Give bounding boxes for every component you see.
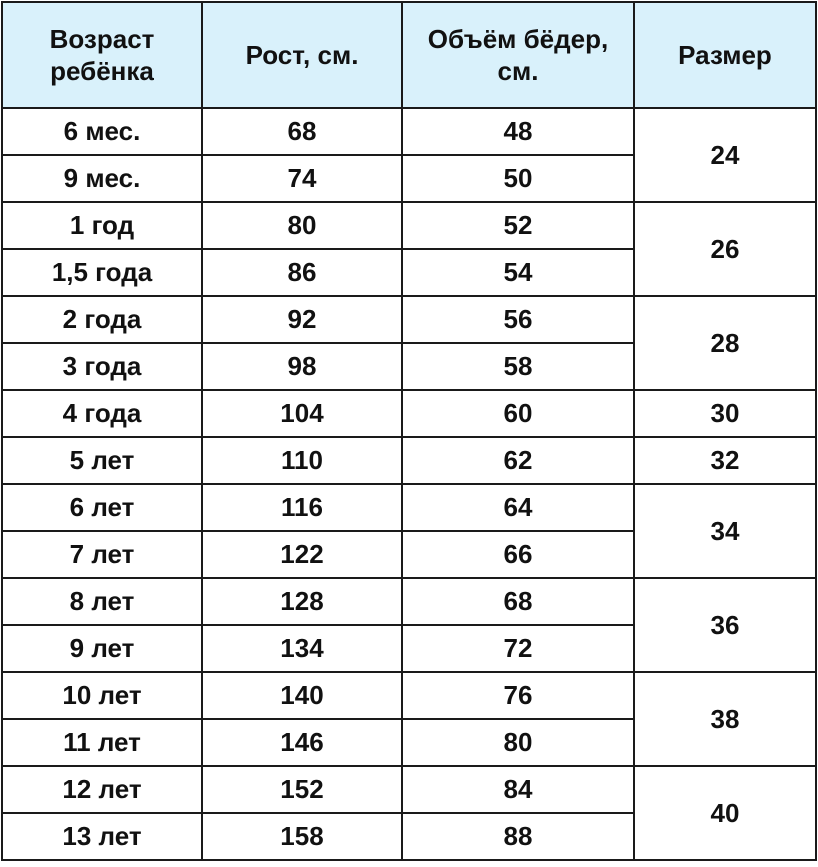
hips-cell: 62 [402, 437, 634, 484]
hips-cell: 66 [402, 531, 634, 578]
age-cell: 5 лет [2, 437, 202, 484]
hips-cell: 80 [402, 719, 634, 766]
age-cell: 13 лет [2, 813, 202, 860]
age-cell: 6 лет [2, 484, 202, 531]
table-body [2, 108, 816, 860]
hips-cell: 58 [402, 343, 634, 390]
height-cell: 152 [202, 766, 402, 813]
height-cell: 158 [202, 813, 402, 860]
age-cell: 11 лет [2, 719, 202, 766]
hips-cell: 84 [402, 766, 634, 813]
hips-cell: 68 [402, 578, 634, 625]
size-cell: 34 [634, 484, 816, 578]
size-cell: 30 [634, 390, 816, 437]
hips-cell: 88 [402, 813, 634, 860]
age-cell: 2 года [2, 296, 202, 343]
table-row [2, 484, 816, 531]
table-row [2, 390, 816, 437]
age-cell: 9 мес. [2, 155, 202, 202]
header-height [202, 2, 402, 108]
header-hips-line2: см. [497, 56, 539, 86]
hips-cell: 50 [402, 155, 634, 202]
header-size-label: Размер [678, 40, 772, 70]
height-cell: 68 [202, 108, 402, 155]
hips-cell: 76 [402, 672, 634, 719]
hips-cell: 72 [402, 625, 634, 672]
age-cell: 8 лет [2, 578, 202, 625]
size-cell: 32 [634, 437, 816, 484]
height-cell: 92 [202, 296, 402, 343]
hips-cell: 52 [402, 202, 634, 249]
age-cell: 1 год [2, 202, 202, 249]
hips-cell: 60 [402, 390, 634, 437]
hips-cell: 56 [402, 296, 634, 343]
size-cell: 40 [634, 766, 816, 860]
height-cell: 74 [202, 155, 402, 202]
age-cell: 9 лет [2, 625, 202, 672]
table-header [2, 2, 816, 108]
size-cell: 26 [634, 202, 816, 296]
height-cell: 86 [202, 249, 402, 296]
table-row [2, 202, 816, 249]
header-hips-line1: Объём бёдер, [427, 24, 609, 54]
height-cell: 134 [202, 625, 402, 672]
age-cell: 6 мес. [2, 108, 202, 155]
table-row [2, 578, 816, 625]
table-row [2, 766, 816, 813]
height-cell: 80 [202, 202, 402, 249]
header-age-line2: ребёнка [50, 56, 154, 86]
height-cell: 140 [202, 672, 402, 719]
age-cell: 12 лет [2, 766, 202, 813]
table-row [2, 108, 816, 155]
hips-cell: 64 [402, 484, 634, 531]
table-row [2, 296, 816, 343]
header-height-label: Рост, см. [245, 40, 359, 70]
height-cell: 110 [202, 437, 402, 484]
hips-cell: 48 [402, 108, 634, 155]
hips-cell: 54 [402, 249, 634, 296]
height-cell: 122 [202, 531, 402, 578]
age-cell: 1,5 года [2, 249, 202, 296]
age-cell: 4 года [2, 390, 202, 437]
size-cell: 24 [634, 108, 816, 202]
header-age-line1: Возраст [49, 24, 155, 54]
size-table [1, 1, 817, 861]
size-cell: 38 [634, 672, 816, 766]
height-cell: 116 [202, 484, 402, 531]
size-cell: 28 [634, 296, 816, 390]
height-cell: 104 [202, 390, 402, 437]
header-size [634, 2, 816, 108]
height-cell: 98 [202, 343, 402, 390]
height-cell: 128 [202, 578, 402, 625]
table-row [2, 672, 816, 719]
age-cell: 10 лет [2, 672, 202, 719]
header-hips [402, 2, 634, 108]
size-cell: 36 [634, 578, 816, 672]
age-cell: 7 лет [2, 531, 202, 578]
age-cell: 3 года [2, 343, 202, 390]
header-row [2, 2, 816, 108]
height-cell: 146 [202, 719, 402, 766]
table-row [2, 437, 816, 484]
header-age [2, 2, 202, 108]
